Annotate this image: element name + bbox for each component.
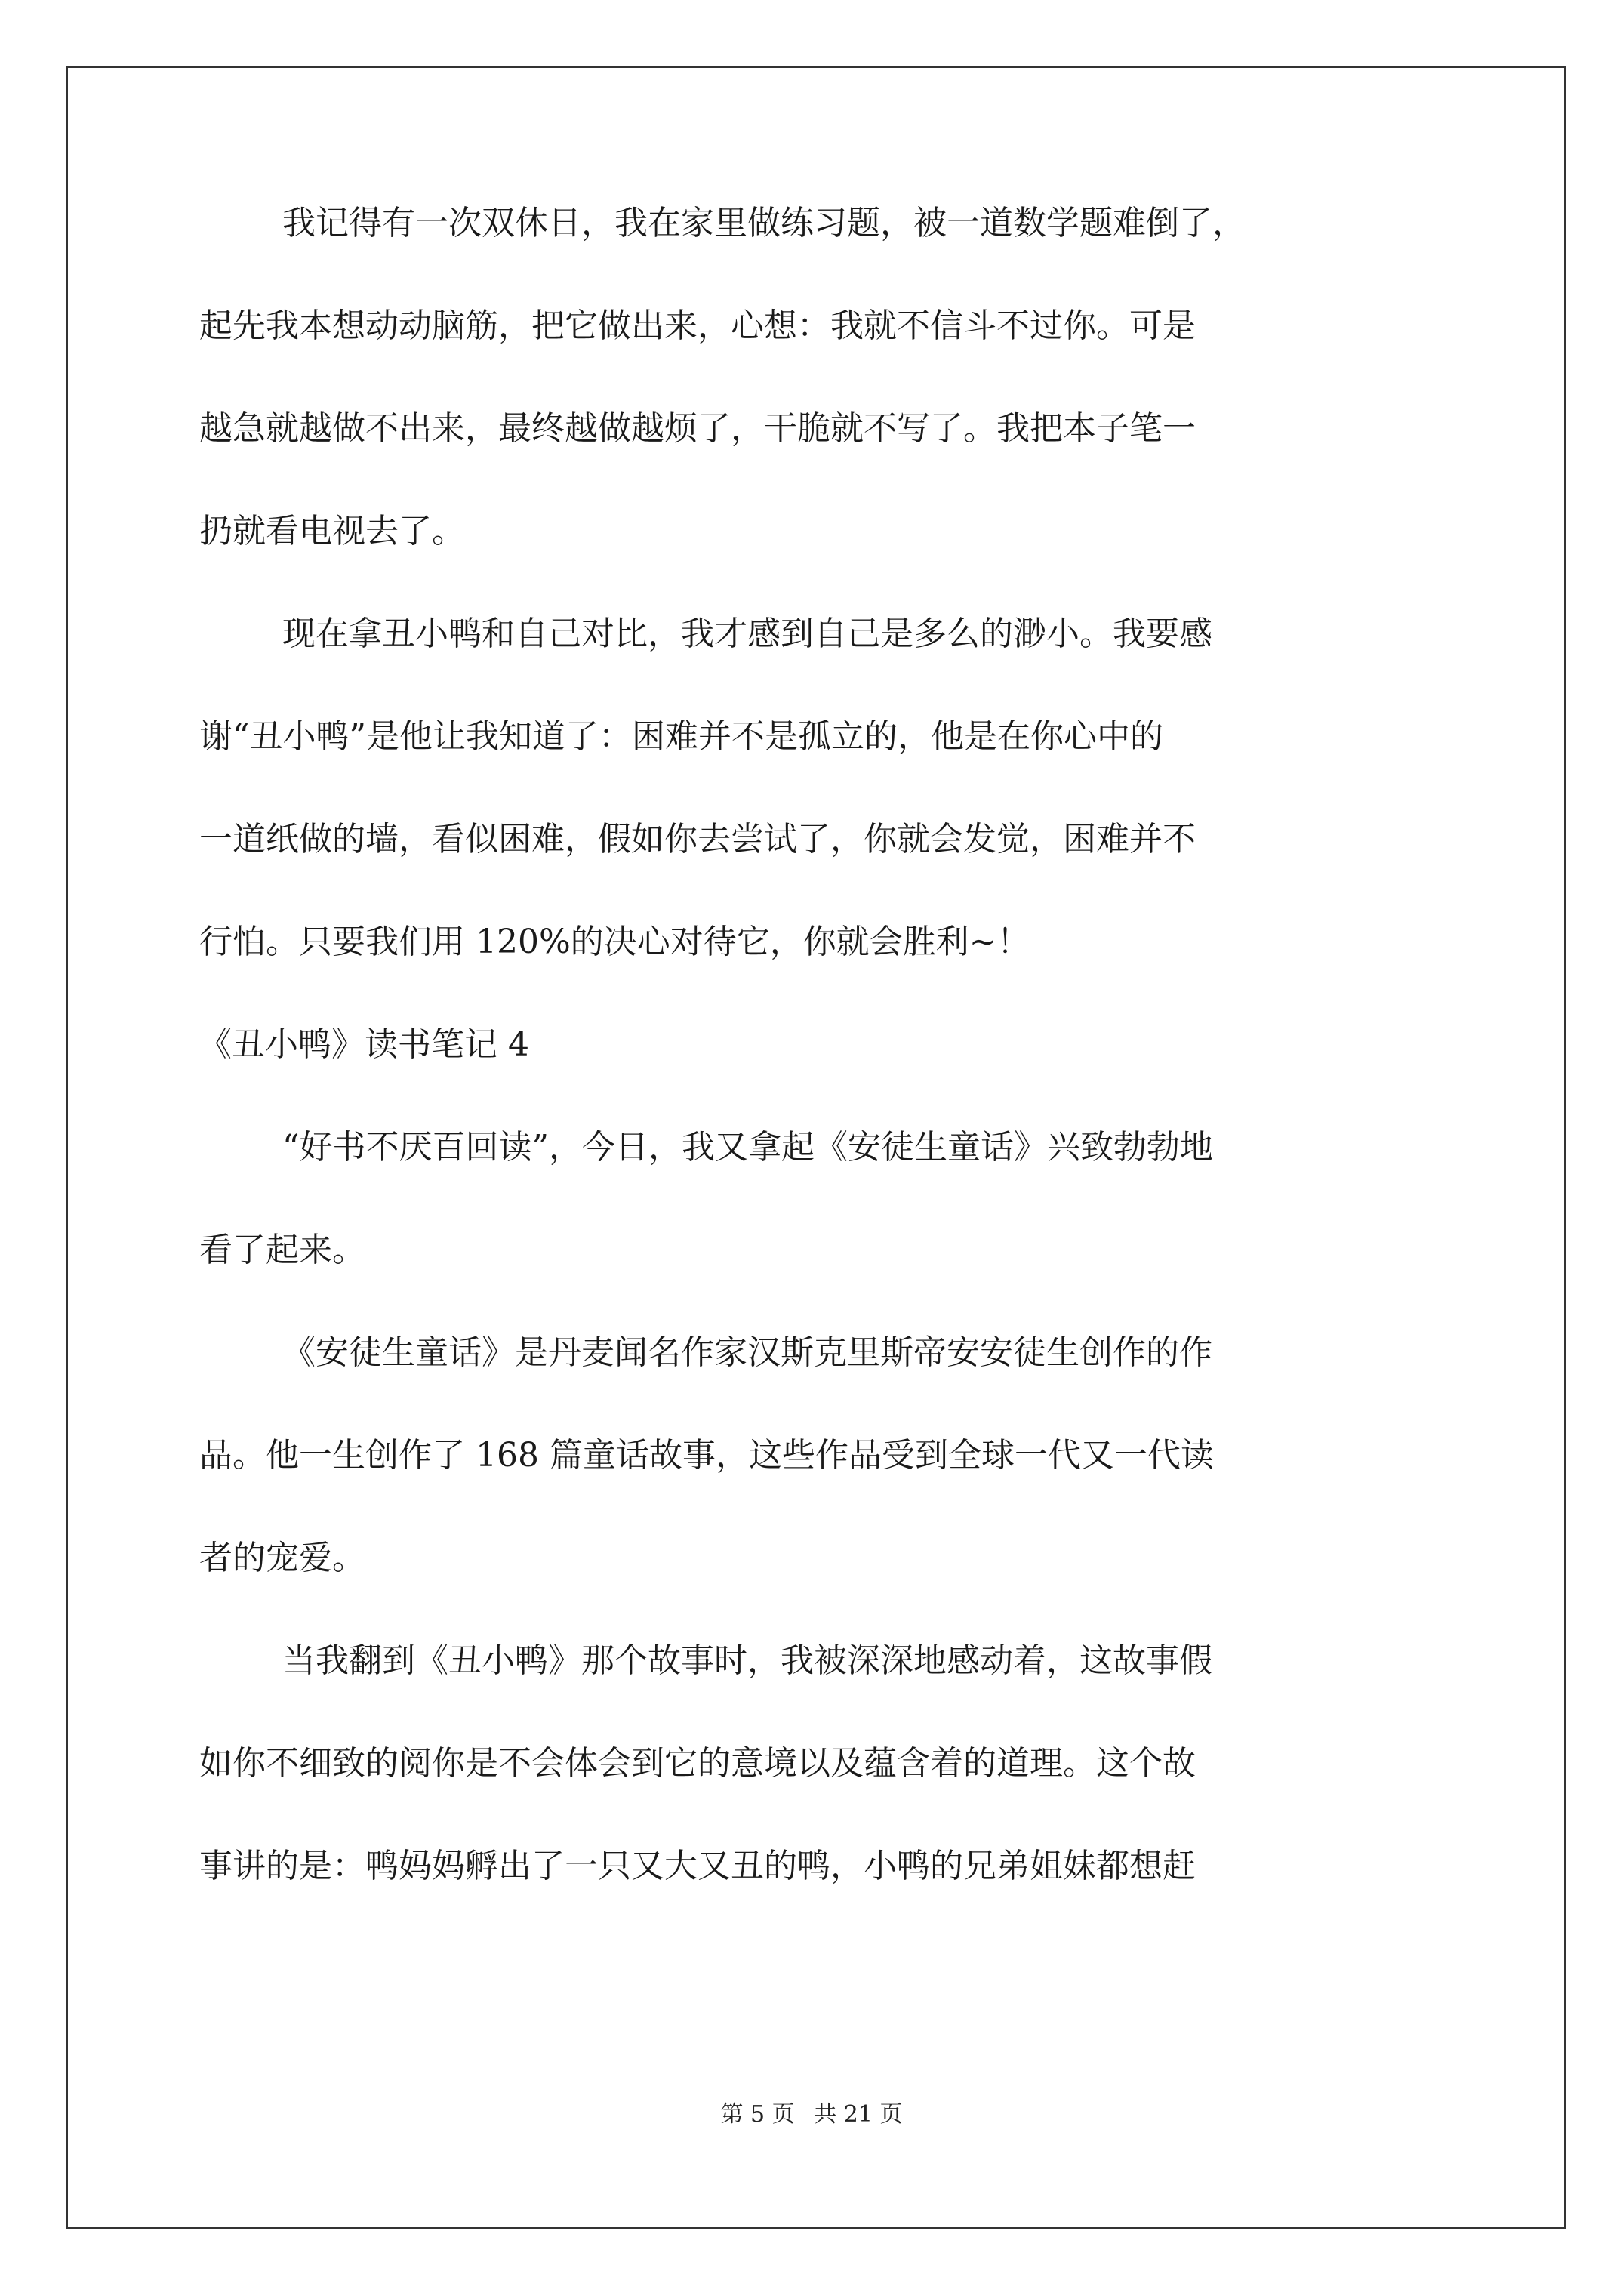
paragraph-line: 现在拿丑小鸭和自己对比，我才感到自己是多么的渺小。我要感: [282, 615, 1212, 653]
paragraph-line: 《安徒生童话》是丹麦闻名作家汉斯克里斯帝安安徒生创作的作: [282, 1333, 1212, 1372]
paragraph-line: 事讲的是：鸭妈妈孵出了一只又大又丑的鸭，小鸭的兄弟姐妹都想赶: [199, 1847, 1196, 1885]
paragraph-line: 看了起来。: [199, 1231, 365, 1269]
document-body: [199, 204, 1430, 1952]
paragraph-line: 当我翻到《丑小鸭》那个故事时，我被深深地感动着，这故事假: [282, 1641, 1212, 1680]
paragraph-line: 者的宠爱。: [199, 1539, 365, 1577]
page-total: 共 21 页: [814, 2101, 903, 2128]
paragraph-line: 谢“丑小鸭”是他让我知道了：困难并不是孤立的，他是在你心中的: [199, 717, 1163, 756]
section-heading: 《丑小鸭》读书笔记 4: [199, 1025, 529, 1064]
paragraph-line: 起先我本想动动脑筋，把它做出来，心想：我就不信斗不过你。可是: [199, 307, 1196, 345]
paragraph-line: “好书不厌百回读”，今日，我又拿起《安徒生童话》兴致勃勃地: [282, 1128, 1213, 1166]
paragraph-line: 品。他一生创作了 168 篇童话故事，这些作品受到全球一代又一代读: [199, 1436, 1214, 1475]
paragraph-line: 越急就越做不出来，最终越做越烦了，干脆就不写了。我把本子笔一: [199, 409, 1196, 448]
paragraph-line: 如你不细致的阅你是不会体会到它的意境以及蕴含着的道理。这个故: [199, 1744, 1196, 1783]
paragraph-line: 我记得有一次双休日，我在家里做练习题，被一道数学题难倒了，: [282, 204, 1246, 242]
paragraph-line: 行怕。只要我们用 120%的决心对待它，你就会胜利~！: [199, 923, 1030, 961]
page-footer: [0, 2103, 1623, 2126]
paragraph-line: 扔就看电视去了。: [199, 512, 465, 550]
paragraph-line: 一道纸做的墙，看似困难，假如你去尝试了，你就会发觉，困难并不: [199, 820, 1196, 858]
page-number: 第 5 页: [720, 2101, 795, 2128]
